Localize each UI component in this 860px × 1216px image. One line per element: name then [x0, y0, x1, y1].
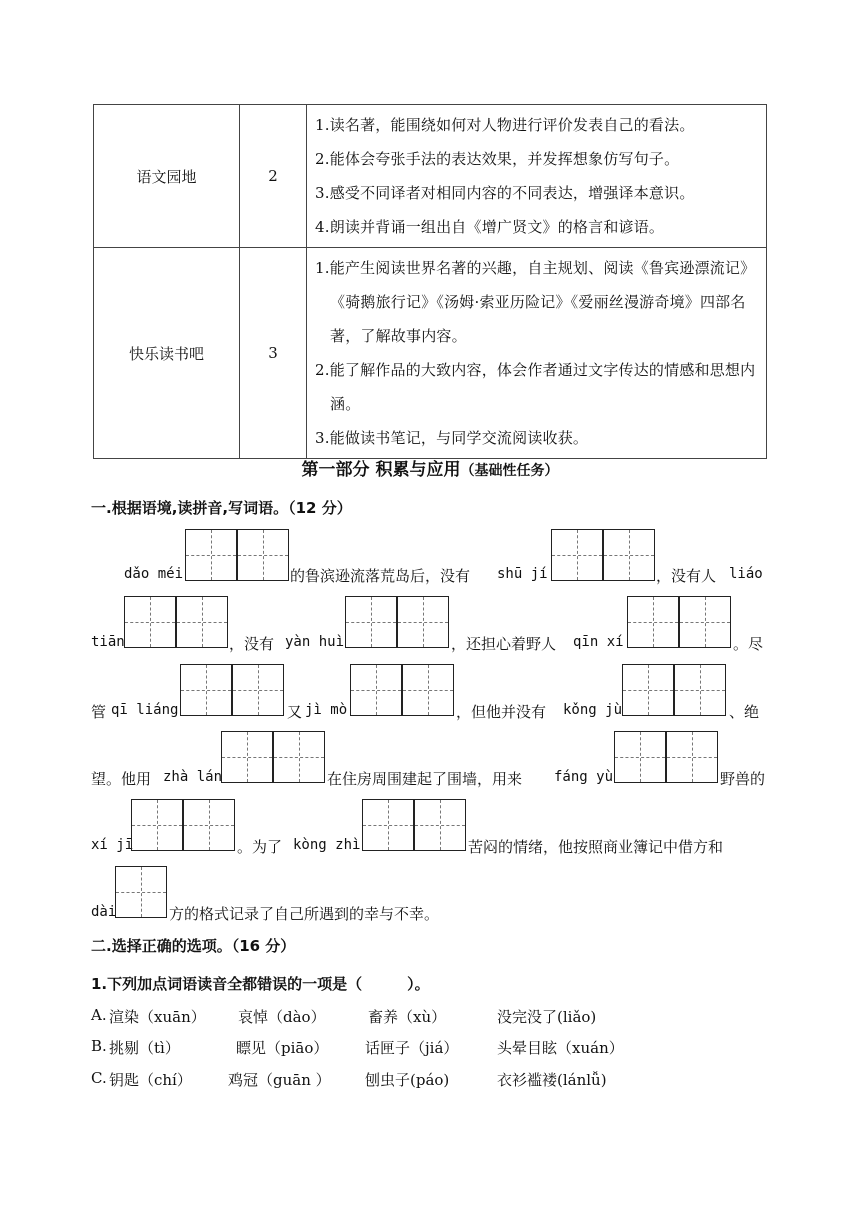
writing-box[interactable]: [414, 799, 466, 851]
table-row: [94, 248, 767, 459]
passage-text: 苦闷的情绪，他按照商业簿记中借方和: [468, 838, 724, 856]
part-title-main: 第一部分 积累与应用: [301, 460, 461, 480]
part-title-sub: （基础性任务）: [460, 463, 559, 479]
pinyin: zhà lán: [163, 769, 223, 785]
question-1-title: 一.根据语境,读拼音,写词语。（12 分）: [91, 499, 352, 517]
pinyin: kǒng jù: [563, 702, 623, 718]
option-item: 没完没了(liǎo): [497, 1008, 597, 1026]
unit-outline-table: [93, 104, 767, 459]
pinyin: qīn xí: [573, 634, 624, 650]
writing-box[interactable]: [362, 799, 414, 851]
goals-cell: [307, 105, 767, 248]
passage-text: ，没有: [229, 635, 275, 653]
passage-text: 方的格式记录了自己所遇到的幸与不幸。: [169, 905, 440, 923]
writing-box[interactable]: [679, 596, 731, 648]
pinyin: liáo: [729, 566, 763, 582]
option-label: C.: [91, 1069, 107, 1087]
writing-box[interactable]: [176, 596, 228, 648]
writing-box[interactable]: [232, 664, 284, 716]
pinyin: qī liáng: [111, 702, 179, 718]
table-row: [94, 105, 767, 248]
part-title: [0, 455, 860, 480]
writing-box[interactable]: [622, 664, 674, 716]
option-item: 话匣子（jiá）: [365, 1039, 459, 1057]
pinyin: fáng yù: [554, 769, 614, 785]
writing-box[interactable]: [185, 529, 237, 581]
writing-box[interactable]: [237, 529, 289, 581]
goal-item: 4.朗读并背诵一组出自《增广贤文》的格言和谚语。: [315, 218, 665, 236]
question-2-title: 二.选择正确的选项。（16 分）: [91, 937, 296, 955]
writing-box[interactable]: [674, 664, 726, 716]
passage-text: 、绝: [729, 703, 760, 721]
option-item: 衣衫褴褛(lánlǚ): [497, 1071, 607, 1089]
passage-text: ，但他并没有: [456, 703, 547, 721]
passage-text: 望。他用: [91, 770, 152, 788]
writing-box[interactable]: [180, 664, 232, 716]
option-item: 钥匙（chí）: [109, 1071, 192, 1089]
writing-box[interactable]: [131, 799, 183, 851]
passage-text: 又: [287, 703, 303, 721]
option-item: 头晕目眩（xuán）: [497, 1039, 624, 1057]
writing-box[interactable]: [183, 799, 235, 851]
option-label: B.: [91, 1037, 107, 1055]
option-item: 渲染（xuān）: [109, 1008, 206, 1026]
goals-cell: [307, 248, 767, 459]
option-item: 畜养（xù）: [368, 1008, 447, 1026]
passage-text: 。尽: [733, 635, 764, 653]
writing-box[interactable]: [402, 664, 454, 716]
passage-text: 。为了: [237, 838, 283, 856]
pinyin: shū jí: [497, 566, 548, 582]
writing-box[interactable]: [115, 866, 167, 918]
writing-box[interactable]: [551, 529, 603, 581]
goal-item: 2.能了解作品的大致内容，体会作者通过文字传达的情感和思想内涵。: [315, 361, 756, 413]
goal-item: 1.读名著，能围绕如何对人物进行评价发表自己的看法。: [315, 116, 695, 134]
writing-box[interactable]: [273, 731, 325, 783]
goal-item: 3.感受不同译者对相同内容的不同表达，增强译本意识。: [315, 184, 695, 202]
pinyin: tiān: [91, 634, 125, 650]
option-item: 哀悼（dào）: [238, 1008, 326, 1026]
goal-item: 3.能做读书笔记，与同学交流阅读收获。: [315, 429, 589, 447]
hours-cell: 3: [240, 248, 307, 459]
passage-text: ，没有人: [656, 567, 717, 585]
pinyin: kòng zhì: [293, 837, 361, 853]
writing-box[interactable]: [627, 596, 679, 648]
unit-cell: 快乐读书吧: [94, 248, 240, 459]
writing-box[interactable]: [666, 731, 718, 783]
option-item: 挑剔（tì）: [109, 1039, 180, 1057]
passage-text: 管: [91, 703, 107, 721]
writing-box[interactable]: [397, 596, 449, 648]
writing-box[interactable]: [221, 731, 273, 783]
option-item: 瞟见（piāo）: [236, 1039, 329, 1057]
writing-box[interactable]: [124, 596, 176, 648]
unit-cell: 语文园地: [94, 105, 240, 248]
pinyin: dǎo méi: [124, 566, 184, 582]
option-label: A.: [91, 1006, 107, 1024]
hours-cell: 2: [240, 105, 307, 248]
passage-text: ，还担心着野人: [451, 635, 557, 653]
pinyin: jì mò: [305, 702, 348, 718]
pinyin: xí jī: [91, 837, 134, 853]
option-item: 刨虫子(páo): [365, 1071, 450, 1089]
passage-text: 野兽的: [720, 770, 766, 788]
option-item: 鸡冠（guān ）: [228, 1071, 331, 1089]
goal-item: 2.能体会夸张手法的表达效果，并发挥想象仿写句子。: [315, 150, 680, 168]
writing-box[interactable]: [350, 664, 402, 716]
goal-item: 1.能产生阅读世界名著的兴趣，自主规划、阅读《鲁宾逊漂流记》《骑鹅旅行记》《汤姆·索亚历险记》《爱丽丝漫游奇境》四部名著，了解故事内容。: [315, 259, 756, 345]
writing-box[interactable]: [345, 596, 397, 648]
passage-text: 的鲁滨逊流落荒岛后，没有: [290, 567, 471, 585]
question-2-sub: 1.下列加点词语读音全都错误的一项是（ ）。: [91, 975, 430, 993]
pinyin: yàn huì: [285, 634, 345, 650]
passage-text: 在住房周围建起了围墙，用来: [327, 770, 523, 788]
writing-box[interactable]: [614, 731, 666, 783]
writing-box[interactable]: [603, 529, 655, 581]
pinyin: dài: [91, 904, 117, 920]
